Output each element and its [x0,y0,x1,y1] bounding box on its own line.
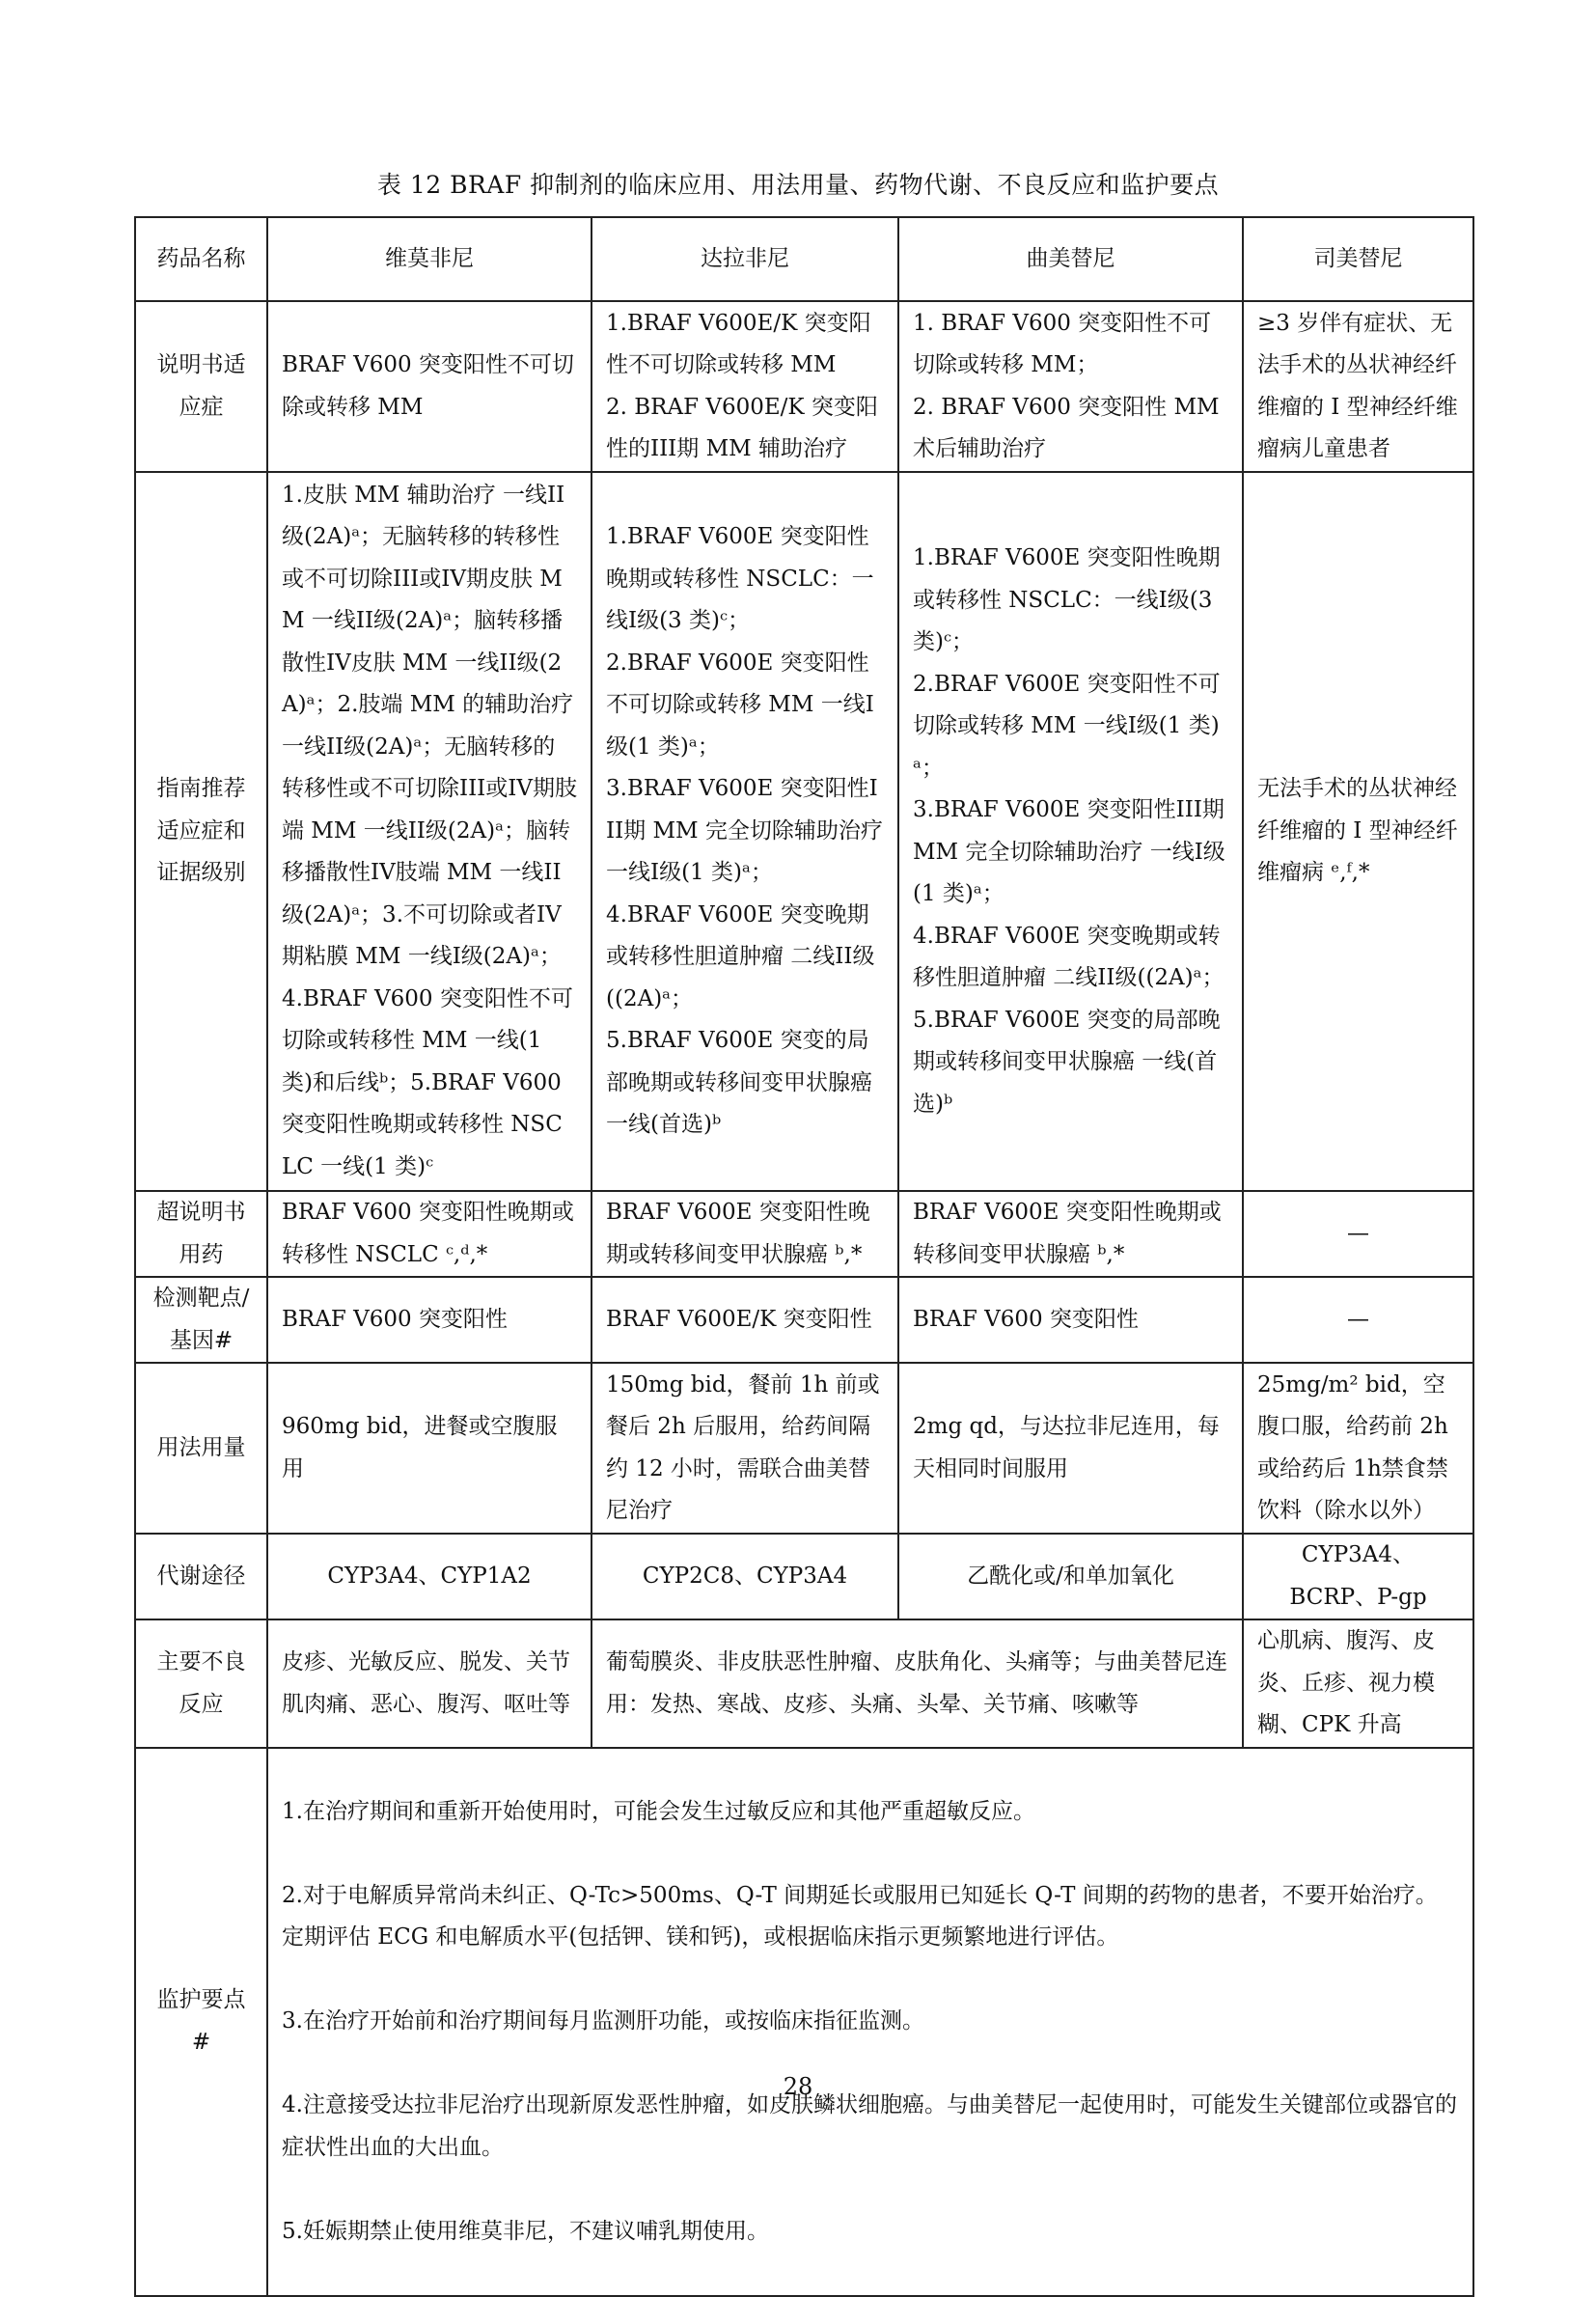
table-row [135,1191,1473,1277]
cell-adverse-dabrafenib-trametinib: 葡萄膜炎、非皮肤恶性肿瘤、皮肤角化、头痛等；与曲美替尼连用：发热、寒战、皮疹、头痛、头晕、关节痛、咳嗽等 [592,1619,1243,1748]
cell-target-selumetinib: — [1243,1277,1473,1363]
cell-indication-vemurafenib: BRAF V600 突变阳性不可切除或转移 MM [267,301,592,472]
monitoring-item: 1.在治疗期间和重新开始使用时，可能会发生过敏反应和其他严重超敏反应。 [282,1798,1035,1824]
cell-metabolism-vemurafenib: CYP3A4、CYP1A2 [267,1534,592,1619]
table-row [135,1534,1473,1619]
row-label-adverse: 主要不良反应 [135,1619,267,1748]
cell-guideline-dabrafenib: 1.BRAF V600E 突变阳性晚期或转移性 NSCLC：一线I级(3 类)ᶜ； 2.BRAF V600E 突变阳性不可切除或转移 MM 一线I级(1 类)ᵃ； 3.BRAF V600E 突变阳性III期 MM 完全切除辅助治疗 一线I级(1 类)ᵃ； 4.BRAF V600E 突变晚期或转移性胆道肿瘤 二线II级((2A)ᵃ； 5.BRAF V600E 突变的局部晚期或转移间变甲状腺癌 一线(首选)ᵇ [592,472,898,1191]
cell-dosage-selumetinib: 25mg/m² bid，空腹口服，给药前 2h 或给药后 1h禁食禁饮料（除水以外） [1243,1363,1473,1534]
monitoring-item: 3.在治疗开始前和治疗期间每月监测肝功能，或按临床指征监测。 [282,2008,924,2034]
row-label-guideline: 指南推荐适应症和证据级别 [135,472,267,1191]
cell-adverse-vemurafenib: 皮疹、光敏反应、脱发、关节肌肉痛、恶心、腹泻、呕吐等 [267,1619,592,1748]
row-label-offlabel: 超说明书用药 [135,1191,267,1277]
cell-dosage-dabrafenib: 150mg bid，餐前 1h 前或餐后 2h 后服用，给药间隔约 12 小时，需联合曲美替尼治疗 [592,1363,898,1534]
cell-target-trametinib: BRAF V600 突变阳性 [898,1277,1243,1363]
row-label-dosage: 用法用量 [135,1363,267,1534]
monitoring-item: 4.注意接受达拉非尼治疗出现新原发恶性肿瘤，如皮肤鳞状细胞癌。与曲美替尼一起使用时，可能发生关键部位或器官的症状性出血的大出血。 [282,2092,1457,2160]
cell-offlabel-dabrafenib: BRAF V600E 突变阳性晚期或转移间变甲状腺癌 ᵇ,* [592,1191,898,1277]
table-row [135,1619,1473,1748]
monitoring-item: 2.对于电解质异常尚未纠正、Q-Tc>500ms、Q-T 间期延长或服用已知延长 Q-T 间期的药物的患者，不要开始治疗。定期评估 ECG 和电解质水平(包括钾、镁和钙)，或根据临床指示更频繁地进行评估。 [282,1882,1438,1950]
cell-monitoring [267,1748,1473,2296]
cell-dosage-trametinib: 2mg qd，与达拉非尼连用，每天相同时间服用 [898,1363,1243,1534]
header-dabrafenib: 达拉非尼 [592,217,898,301]
cell-offlabel-trametinib: BRAF V600E 突变阳性晚期或转移间变甲状腺癌 ᵇ,* [898,1191,1243,1277]
row-label-metabolism: 代谢途径 [135,1534,267,1619]
cell-metabolism-trametinib: 乙酰化或/和单加氧化 [898,1534,1243,1619]
row-label-indication: 说明书适应症 [135,301,267,472]
monitoring-item: 5.妊娠期禁止使用维莫非尼，不建议哺乳期使用。 [282,2218,769,2244]
table-row [135,472,1473,1191]
header-trametinib: 曲美替尼 [898,217,1243,301]
row-label-monitoring: 监护要点# [135,1748,267,2296]
cell-indication-trametinib: 1. BRAF V600 突变阳性不可切除或转移 MM； 2. BRAF V600 突变阳性 MM 术后辅助治疗 [898,301,1243,472]
table-row [135,1277,1473,1363]
cell-adverse-selumetinib: 心肌病、腹泻、皮炎、丘疹、视力模糊、CPK 升高 [1243,1619,1473,1748]
header-vemurafenib: 维莫非尼 [267,217,592,301]
cell-target-vemurafenib: BRAF V600 突变阳性 [267,1277,592,1363]
page-number: 28 [783,2073,813,2100]
table-row [135,1748,1473,2296]
cell-target-dabrafenib: BRAF V600E/K 突变阳性 [592,1277,898,1363]
braf-inhibitor-table [134,216,1474,2297]
cell-guideline-selumetinib: 无法手术的丛状神经纤维瘤的 I 型神经纤维瘤病 ᵉ,ᶠ,* [1243,472,1473,1191]
cell-metabolism-selumetinib: CYP3A4、 BCRP、P-gp [1243,1534,1473,1619]
cell-guideline-vemurafenib: 1.皮肤 MM 辅助治疗 一线II级(2A)ᵃ；无脑转移的转移性或不可切除III或IV期皮肤 MM 一线II级(2A)ᵃ；脑转移播散性IV皮肤 MM 一线II级(2A)ᵃ；2.肢端 MM 的辅助治疗一线II级(2A)ᵃ；无脑转移的转移性或不可切除III或IV期肢端 MM 一线II级(2A)ᵃ；脑转移播散性IV肢端 MM 一线II级(2A)ᵃ；3.不可切除或者IV期粘膜 MM 一线I级(2A)ᵃ；4.BRAF V600 突变阳性不可切除或转移性 MM 一线(1 类)和后线ᵇ；5.BRAF V600 突变阳性晚期或转移性 NSCLC 一线(1 类)ᶜ [267,472,592,1191]
header-drug-name: 药品名称 [135,217,267,301]
header-selumetinib: 司美替尼 [1243,217,1473,301]
cell-dosage-vemurafenib: 960mg bid，进餐或空腹服用 [267,1363,592,1534]
cell-guideline-trametinib: 1.BRAF V600E 突变阳性晚期或转移性 NSCLC：一线I级(3 类)ᶜ； 2.BRAF V600E 突变阳性不可切除或转移 MM 一线I级(1 类)ᵃ； 3.BRAF V600E 突变阳性III期 MM 完全切除辅助治疗 一线I级(1 类)ᵃ； 4.BRAF V600E 突变晚期或转移性胆道肿瘤 二线II级((2A)ᵃ； 5.BRAF V600E 突变的局部晚期或转移间变甲状腺癌 一线(首选)ᵇ [898,472,1243,1191]
cell-indication-selumetinib: ≥3 岁伴有症状、无法手术的丛状神经纤维瘤的 I 型神经纤维瘤病儿童患者 [1243,301,1473,472]
cell-offlabel-selumetinib: — [1243,1191,1473,1277]
table-row [135,1363,1473,1534]
cell-metabolism-dabrafenib: CYP2C8、CYP3A4 [592,1534,898,1619]
row-label-target: 检测靶点/基因# [135,1277,267,1363]
cell-offlabel-vemurafenib: BRAF V600 突变阳性晚期或转移性 NSCLC ᶜ,ᵈ,* [267,1191,592,1277]
table-caption: 表 12 BRAF 抑制剂的临床应用、用法用量、药物代谢、不良反应和监护要点 [376,171,1220,199]
cell-indication-dabrafenib: 1.BRAF V600E/K 突变阳性不可切除或转移 MM 2. BRAF V600E/K 突变阳性的III期 MM 辅助治疗 [592,301,898,472]
table-row [135,301,1473,472]
table-row [135,217,1473,301]
